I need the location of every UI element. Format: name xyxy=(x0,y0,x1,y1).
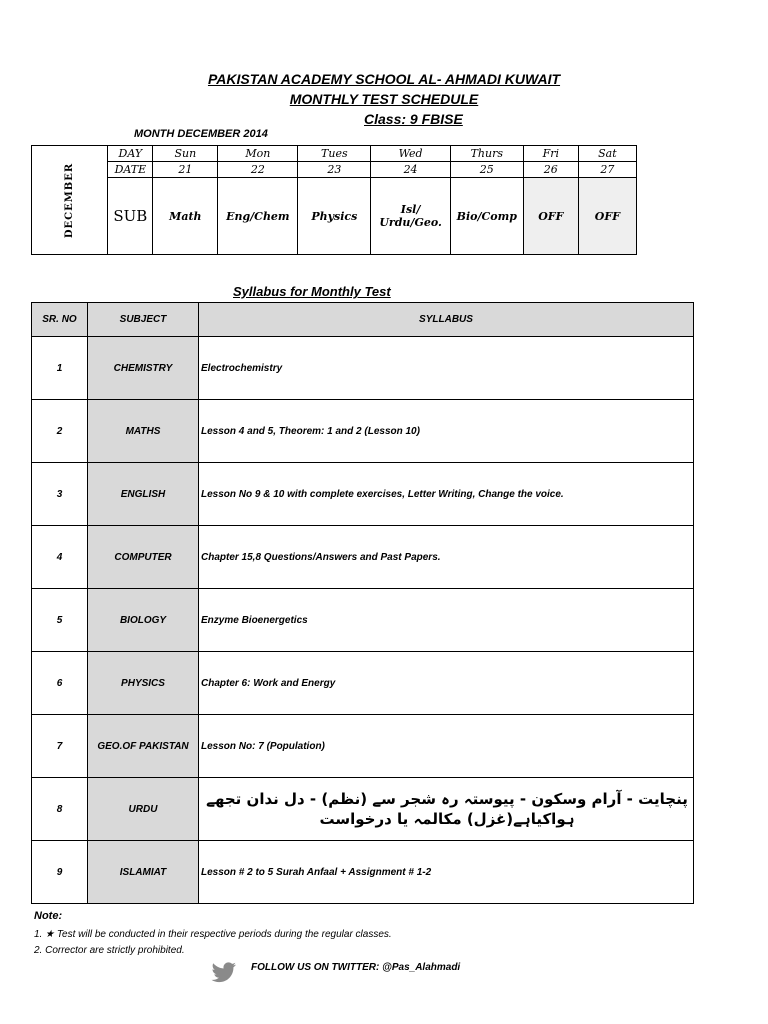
table-row xyxy=(32,652,694,715)
row-number: 2 xyxy=(32,400,88,463)
syllabus-text: Lesson # 2 to 5 Surah Anfaal + Assignment # 1-2 xyxy=(201,866,432,878)
twitter-follow-text[interactable]: FOLLOW US ON TWITTER: @Pas_Alahmadi xyxy=(251,962,461,973)
date-cell: 24 xyxy=(371,162,450,178)
table-row xyxy=(32,526,694,589)
date-cell: 26 xyxy=(523,162,578,178)
test-schedule-table xyxy=(31,145,637,255)
month-label: MONTH DECEMBER 2014 xyxy=(134,128,268,140)
row-number: 4 xyxy=(32,526,88,589)
subject-cell: Physics xyxy=(298,178,371,255)
row-subject: MATHS xyxy=(88,400,199,463)
day-cell: Fri xyxy=(523,146,578,162)
note-label: Note: xyxy=(34,910,63,922)
row-number: 3 xyxy=(32,463,88,526)
syllabus-text: Enzyme Bioenergetics xyxy=(201,614,308,626)
row-subject: URDU xyxy=(88,778,199,841)
subject-cell: Math xyxy=(153,178,218,255)
school-name: PAKISTAN ACADEMY SCHOOL AL- AHMADI KUWAIT xyxy=(207,71,561,87)
syllabus-text: Lesson 4 and 5, Theorem: 1 and 2 (Lesson 10) xyxy=(201,425,420,437)
date-cell: 22 xyxy=(218,162,298,178)
row-subject: PHYSICS xyxy=(88,652,199,715)
syllabus-title: Syllabus for Monthly Test xyxy=(233,284,391,299)
table-row xyxy=(32,841,694,904)
date-cell: 27 xyxy=(578,162,636,178)
table-row xyxy=(32,337,694,400)
syllabus-text: Chapter 15,8 Questions/Answers and Past Papers. xyxy=(201,551,441,563)
row-subject: BIOLOGY xyxy=(88,589,199,652)
row-number: 9 xyxy=(32,841,88,904)
class-label: Class: 9 FBISE xyxy=(364,111,463,127)
syllabus-header-row xyxy=(32,303,694,337)
row-syllabus xyxy=(199,337,694,400)
row-number: 7 xyxy=(32,715,88,778)
row-syllabus-urdu: پنچایت - آرام وسکون - پیوستہ رہ شجر سے (نظم) - دل ندان تجھے ہواکیاہے(غزل) مکالمہ یا درخواست xyxy=(199,778,694,841)
off-cell: OFF xyxy=(523,178,578,255)
row-subject: COMPUTER xyxy=(88,526,199,589)
schedule-subject-row xyxy=(32,178,637,255)
row-subject: ENGLISH xyxy=(88,463,199,526)
day-cell: Mon xyxy=(218,146,298,162)
row-syllabus xyxy=(199,526,694,589)
row-syllabus xyxy=(199,841,694,904)
row-number: 1 xyxy=(32,337,88,400)
date-cell: 21 xyxy=(153,162,218,178)
syllabus-text: Chapter 6: Work and Energy xyxy=(201,677,336,689)
row-subject: GEO.OF PAKISTAN xyxy=(88,715,199,778)
date-cell: 25 xyxy=(450,162,523,178)
syllabus-text: Electrochemistry xyxy=(201,362,283,374)
month-vertical-cell xyxy=(32,146,108,255)
row-number: 8 xyxy=(32,778,88,841)
day-cell: Sat xyxy=(578,146,636,162)
header-sr-no: SR. NO xyxy=(32,303,88,337)
row-syllabus xyxy=(199,589,694,652)
table-row xyxy=(32,400,694,463)
note-item: 1. ★ Test will be conducted in their respective periods during the regular classes. xyxy=(34,929,392,940)
twitter-bird-icon[interactable] xyxy=(211,962,237,984)
schedule-title: MONTHLY TEST SCHEDULE xyxy=(289,91,479,107)
day-label: DAY xyxy=(108,146,153,162)
table-row xyxy=(32,463,694,526)
row-syllabus xyxy=(199,652,694,715)
subject-cell: Eng/Chem xyxy=(218,178,298,255)
day-cell: Wed xyxy=(371,146,450,162)
date-label: DATE xyxy=(108,162,153,178)
row-syllabus xyxy=(199,715,694,778)
table-row xyxy=(32,778,694,841)
row-number: 5 xyxy=(32,589,88,652)
sub-label: SUB xyxy=(108,178,153,255)
off-cell: OFF xyxy=(578,178,636,255)
syllabus-text: Lesson No: 7 (Population) xyxy=(201,740,325,752)
table-row xyxy=(32,589,694,652)
day-cell: Thurs xyxy=(450,146,523,162)
header-subject: SUBJECT xyxy=(88,303,199,337)
row-subject: ISLAMIAT xyxy=(88,841,199,904)
row-syllabus xyxy=(199,463,694,526)
row-syllabus xyxy=(199,400,694,463)
row-subject: CHEMISTRY xyxy=(88,337,199,400)
subject-cell: Bio/Comp xyxy=(450,178,523,255)
row-number: 6 xyxy=(32,652,88,715)
day-cell: Sun xyxy=(153,146,218,162)
table-row xyxy=(32,715,694,778)
schedule-day-row xyxy=(32,146,637,162)
date-cell: 23 xyxy=(298,162,371,178)
day-cell: Tues xyxy=(298,146,371,162)
syllabus-text: Lesson No 9 & 10 with complete exercises, Letter Writing, Change the voice. xyxy=(201,488,564,500)
note-item: 2. Corrector are strictly prohibited. xyxy=(34,945,185,956)
syllabus-table xyxy=(31,302,694,904)
schedule-date-row xyxy=(32,162,637,178)
header-syllabus: SYLLABUS xyxy=(199,303,694,337)
subject-cell: Isl/ Urdu/Geo. xyxy=(371,178,450,255)
month-vertical-label: DECEMBER xyxy=(64,162,76,238)
